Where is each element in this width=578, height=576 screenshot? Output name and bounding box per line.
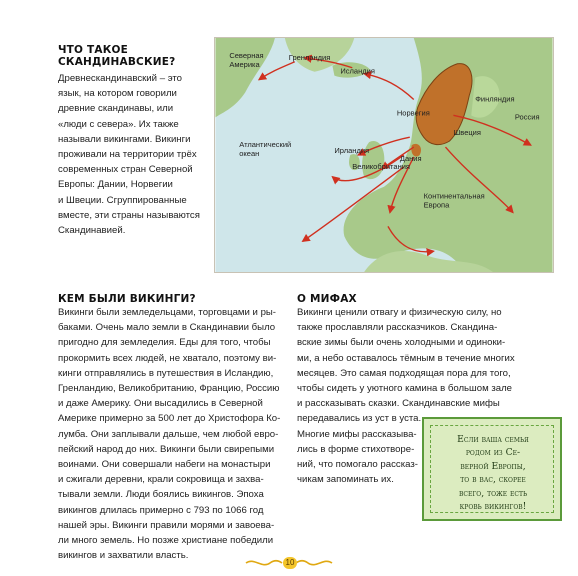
label-north-america-line2: Америка [229, 59, 260, 69]
label-iceland: Исландия [340, 66, 375, 76]
label-atlantic-line2: океан [239, 148, 260, 158]
footer-ornament-left [246, 561, 282, 565]
section-heading-who-were-vikings: КЕМ БЫЛИ ВИКИНГИ? [58, 293, 196, 305]
label-north-america-line1: Северная [229, 50, 264, 60]
label-britain: Великобритания [352, 161, 410, 171]
page-number: 10 [283, 557, 297, 569]
label-russia: Россия [514, 112, 540, 122]
label-atlantic-line1: Атлантический [239, 140, 292, 150]
section-body-about-myths: Викинги ценили отвагу и физическую силу, но также прославляли рассказчиков. Скандина- вские зимы были очень холодными и одиноки- ми, а небо оставалось тёмным в течение многих месяцев. Это самая подходящая пора для того, чтобы сидеть у уютного камина в большом зале и рассказывать сказки. Скандинавские мифы передавались из уст в уста. Многие мифы рассказыва- лись в форме стихотворе- ний, что помогало рассказ- чикам запоминать их. [297, 307, 515, 486]
label-sweden: Швеция [453, 128, 481, 138]
section-heading-scandinavian: ЧТО ТАКОЕ СКАНДИНАВСКИЕ? [58, 44, 176, 68]
label-norway: Норвегия [396, 108, 430, 118]
label-continental-europe-line2: Европа [423, 200, 450, 210]
callout-text: Если ваша семья родом из Се- верной Европы, то в вас, скорее всего, тоже есть кровь викингов! [457, 434, 529, 513]
vikings-map [214, 37, 554, 273]
page-footer [244, 556, 334, 570]
footer-ornament-right [296, 561, 332, 565]
viking-blood-callout [422, 417, 562, 521]
label-continental-europe-line1: Континентальная [423, 191, 485, 201]
label-denmark: Дания [399, 153, 422, 163]
section-body-who-were-vikings: Викинги были земледельцами, торговцами и ры- баками. Очень мало земли в Скандинавии было пригодно для земледелия. Еды для того, чтобы прокормить всех людей, не хватало, поэтому ви- кинги отправлялись в путешествия в Исландию, Гренландию, Великобританию, Францию, Россию и даже Америку. Они высадились в Северной Америке примерно за 500 лет до Христофора Ко- лумба. Они заплывали дальше, чем любой евро- пейский народ до них. Викинги были свирепыми воинами. Они совершали набеги на монастыри и сжигали деревни, крали сокровища и захва- тывали земли. Люди боялись викингов. Эпоха викингов длилась примерно с 793 по 1066 год нашей эры. Викинги правили морями и завоева- ли много земель. Но позже христиане победили викингов и захватили власть. [58, 307, 281, 562]
section-body-scandinavian: Древнескандинавский – это язык, на котором говорили древние скандинавы, или «люди с севера». Их также называли викингами. Викинги проживали на территории трёх современных стран Северной Европы: Дании, Норвегии и Швеции. Сгруппированные вместе, эти страны называются Скандинавией. [58, 73, 200, 237]
label-greenland: Гренландия [288, 52, 331, 62]
section-heading-about-myths: О МИФАХ [297, 293, 357, 305]
label-finland: Финляндия [475, 94, 515, 104]
label-ireland: Ирландия [334, 146, 370, 156]
